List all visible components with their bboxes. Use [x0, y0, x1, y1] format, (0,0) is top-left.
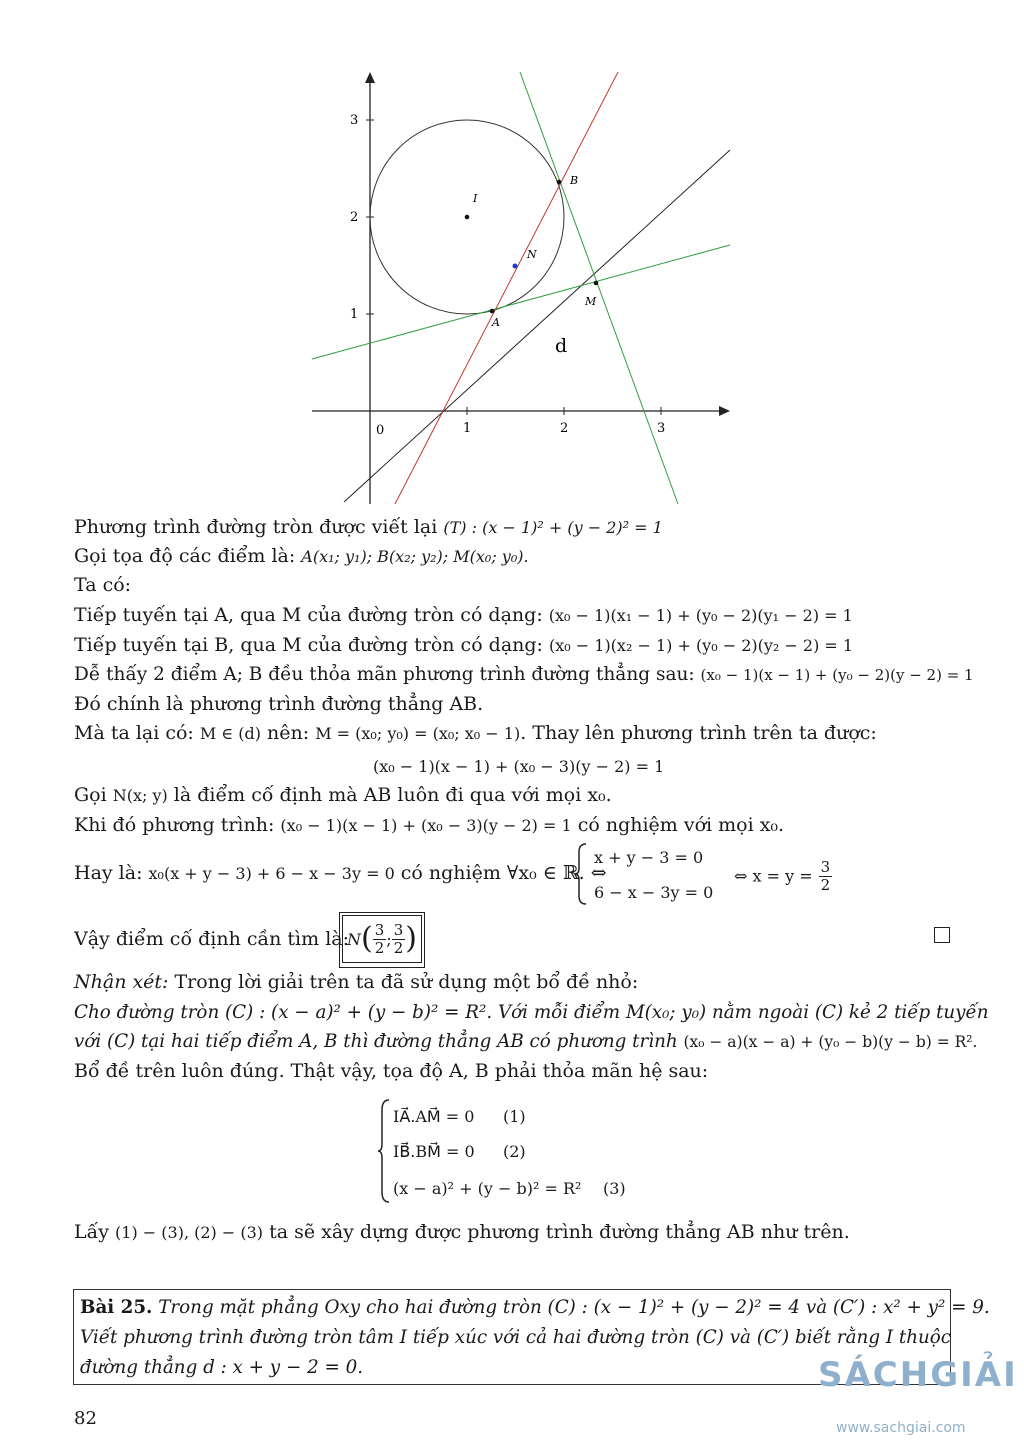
point-N	[513, 264, 518, 269]
system-eq-1: x + y − 3 = 0	[594, 848, 704, 867]
tick-x-1: 1	[463, 421, 472, 436]
line-both-points: Dễ thấy 2 điểm A; B đều thỏa mãn phương trình đường thẳng sau: (x₀ − 1)(x − 1) + (y₀ − 2)(y − 2) = 1	[74, 664, 974, 685]
qed-square-icon	[934, 927, 950, 943]
line-lemma-2: với (C) tại hai tiếp điểm A, B thì đường thẳng AB có phương trình (x₀ − a)(x − a) + (y₀ − b)(y − b) = R².	[74, 1031, 978, 1052]
label-A: A	[492, 316, 500, 329]
line-M-on-d: Mà ta lại có: M ∈ (d) nên: M = (x₀; y₀) = (x₀; x₀ − 1). Thay lên phương trình trên ta được:	[74, 722, 877, 744]
exercise-title: Bài 25.	[80, 1297, 153, 1318]
line-points: Gọi tọa độ các điểm là: A(x₁; y₁); B(x₂; y₂); M(x₀; y₀).	[74, 545, 529, 567]
fraction-3-2: $\frac{3}{2}$	[820, 858, 831, 894]
tick-x-3: 3	[657, 421, 666, 436]
watermark-url: www.sachgiai.com	[836, 1420, 966, 1436]
line-equation-for-all: Khi đó phương trình: (x₀ − 1)(x − 1) + (x₀ − 3)(y − 2) = 1 có nghiệm với mọi x₀.	[74, 814, 785, 836]
line-AB	[395, 72, 618, 504]
tick-x-2: 2	[560, 421, 569, 436]
answer-box: N ( $\frac{3}{2}$ ; $\frac{3}{2}$ )	[339, 912, 425, 968]
system2-eq-3: (x − a)² + (y − b)² = R² (3)	[393, 1179, 626, 1198]
system2-brace-icon	[377, 1098, 391, 1204]
line-tangent-A: Tiếp tuyến tại A, qua M của đường tròn có dạng: (x₀ − 1)(x₁ − 1) + (y₀ − 2)(y₁ − 2) = 1	[74, 604, 853, 626]
point-I	[465, 215, 470, 220]
tick-y-3: 3	[350, 113, 359, 128]
tick-y-2: 2	[350, 210, 359, 225]
line-circle-equation: Phương trình đường tròn được viết lại (T) : (x − 1)² + (y − 2)² = 1	[74, 516, 663, 538]
line-substituted-equation: (x₀ − 1)(x − 1) + (x₀ − 3)(y − 2) = 1	[373, 757, 665, 776]
exercise-line-2: Viết phương trình đường tròn tâm I tiếp xúc với cả hai đường tròn (C) và (C′) biết rằng I thuộc	[80, 1327, 952, 1348]
line-lemma-proof: Bổ đề trên luôn đúng. Thật vậy, tọa độ A, B phải thỏa mãn hệ sau:	[74, 1060, 709, 1082]
label-M: M	[585, 295, 597, 308]
system-eq-2: 6 − x − 3y = 0	[594, 883, 714, 902]
system2-eq-1: IA⃗.AM⃗ = 0 (1)	[393, 1107, 526, 1126]
line-AB-equation: Đó chính là phương trình đường thẳng AB.	[74, 693, 484, 715]
tick-y-1: 1	[350, 307, 359, 322]
y-axis-arrow-icon	[365, 72, 375, 83]
page-number: 82	[74, 1408, 97, 1429]
exercise-line-3: đường thẳng d : x + y − 2 = 0.	[80, 1357, 364, 1378]
watermark-logo: SÁCHGIẢI	[818, 1355, 1018, 1395]
line-final: Lấy (1) − (3), (2) − (3) ta sẽ xây dựng được phương trình đường thẳng AB như trên.	[74, 1221, 850, 1243]
label-d: d	[555, 335, 568, 357]
solution-x-y: ⇔ x = y = $\frac{3}{2}$	[734, 858, 831, 894]
label-N: N	[527, 248, 537, 261]
line-fixed-point-N: Gọi N(x; y) là điểm cố định mà AB luôn đi qua với mọi x₀.	[74, 784, 612, 806]
point-A	[490, 309, 495, 314]
label-I: I	[473, 192, 478, 205]
line-hay-la: Hay là: x₀(x + y − 3) + 6 − x − 3y = 0 có nghiệm ∀x₀ ∈ ℝ. ⇔	[74, 862, 607, 884]
point-M	[594, 281, 599, 286]
line-remark: Nhận xét: Trong lời giải trên ta đã sử dụng một bổ đề nhỏ:	[74, 971, 639, 993]
line-conclusion: Vậy điểm cố định cần tìm là:	[74, 928, 349, 950]
point-B	[557, 180, 562, 185]
x-axis-arrow-icon	[719, 406, 730, 416]
line-d	[344, 150, 730, 502]
tick-x-0: 0	[376, 423, 385, 438]
line-tangent-B: Tiếp tuyến tại B, qua M của đường tròn có dạng: (x₀ − 1)(x₂ − 1) + (y₀ − 2)(y₂ − 2) = 1	[74, 634, 854, 656]
geometry-figure	[300, 62, 740, 507]
line-lemma-1: Cho đường tròn (C) : (x − a)² + (y − b)² = R². Với mỗi điểm M(x₀; y₀) nằm ngoài (C) kẻ 2 tiếp tuyến	[74, 1002, 989, 1023]
system-brace-icon	[574, 842, 588, 906]
label-B: B	[570, 174, 579, 187]
tangent-A	[312, 245, 730, 359]
system2-eq-2: IB⃗.BM⃗ = 0 (2)	[393, 1142, 526, 1161]
tangent-B	[520, 72, 678, 504]
exercise-line-1: Bài 25. Trong mặt phẳng Oxy cho hai đường tròn (C) : (x − 1)² + (y − 2)² = 4 và (C′) : x² + y² = 9.	[80, 1297, 990, 1318]
line-ta-co: Ta có:	[74, 574, 132, 596]
